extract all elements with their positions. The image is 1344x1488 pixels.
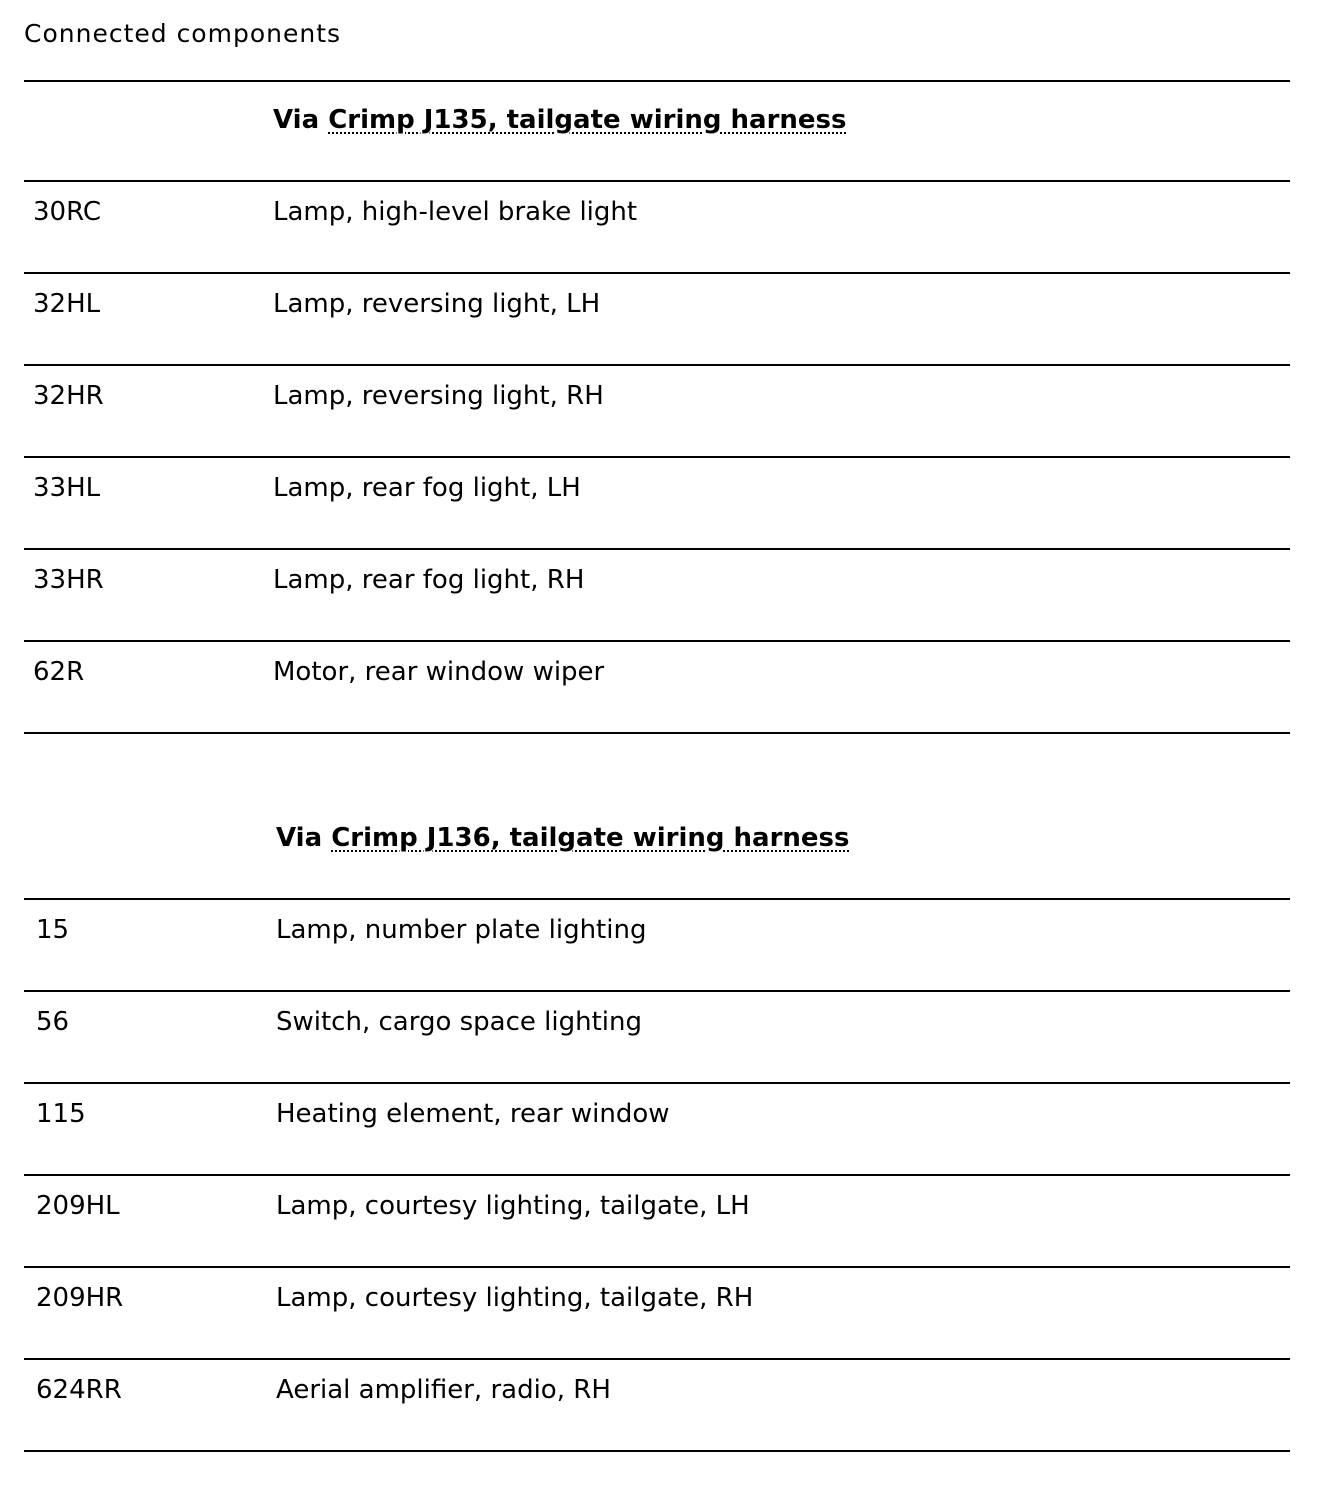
component-description: Lamp, reversing light, LH — [273, 289, 601, 319]
component-code: 15 — [36, 915, 70, 945]
table-row — [24, 1174, 1290, 1266]
heading-prefix: Via — [273, 105, 320, 135]
table-row — [24, 990, 1290, 1082]
component-code: 32HR — [33, 381, 104, 411]
component-description: Lamp, rear fog light, RH — [273, 565, 585, 595]
table-row — [24, 898, 1290, 990]
component-description: Lamp, courtesy lighting, tailgate, LH — [276, 1191, 750, 1221]
component-code: 30RC — [33, 197, 102, 227]
component-description: Aerial amplifier, radio, RH — [276, 1375, 611, 1405]
component-code: 32HL — [33, 289, 101, 319]
page-title: Connected components — [24, 19, 342, 48]
table-row — [24, 640, 1290, 734]
component-code: 56 — [36, 1007, 70, 1037]
section-j135 — [24, 80, 1290, 734]
component-description: Lamp, reversing light, RH — [273, 381, 604, 411]
component-code: 624RR — [36, 1375, 122, 1405]
table-row — [24, 180, 1290, 272]
table-row — [24, 548, 1290, 640]
component-description: Switch, cargo space lighting — [276, 1007, 642, 1037]
table-row — [24, 272, 1290, 364]
heading-crimp-link[interactable]: Crimp J135, tailgate wiring harness — [328, 105, 847, 135]
section-heading — [24, 80, 1290, 180]
table-row — [24, 1082, 1290, 1174]
component-description: Heating element, rear window — [276, 1099, 670, 1129]
component-description: Lamp, rear fog light, LH — [273, 473, 581, 503]
component-description: Lamp, high-level brake light — [273, 197, 638, 227]
component-description: Lamp, number plate lighting — [276, 915, 647, 945]
heading-crimp-link[interactable]: Crimp J136, tailgate wiring harness — [331, 823, 850, 853]
heading-prefix: Via — [276, 823, 323, 853]
table-row — [24, 456, 1290, 548]
section-heading — [24, 800, 1290, 898]
component-code: 209HL — [36, 1191, 120, 1221]
table-row — [24, 364, 1290, 456]
component-code: 33HR — [33, 565, 104, 595]
section-heading-text — [276, 820, 850, 856]
component-description: Lamp, courtesy lighting, tailgate, RH — [276, 1283, 754, 1313]
section-j136 — [24, 800, 1290, 1452]
table-row — [24, 1266, 1290, 1358]
component-code: 62R — [33, 657, 85, 687]
component-code: 33HL — [33, 473, 101, 503]
component-code: 115 — [36, 1099, 86, 1129]
component-description: Motor, rear window wiper — [273, 657, 605, 687]
component-code: 209HR — [36, 1283, 124, 1313]
section-heading-text — [273, 102, 847, 138]
table-row — [24, 1358, 1290, 1452]
